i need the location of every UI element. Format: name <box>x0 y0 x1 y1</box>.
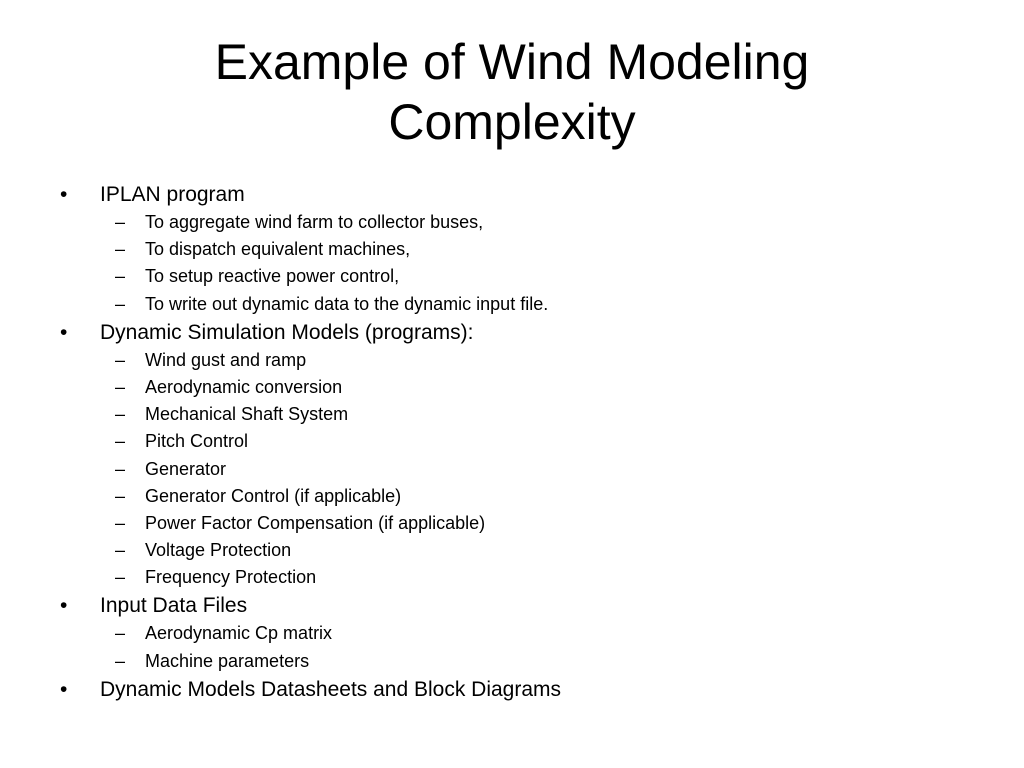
bullet-item <box>0 591 1000 620</box>
sub-bullet-text: Pitch Control <box>145 431 249 452</box>
sub-bullet-item <box>0 347 1000 374</box>
sub-bullet-marker: – <box>115 623 126 644</box>
sub-bullet-item <box>0 236 1000 263</box>
sub-bullet-marker: – <box>115 512 126 533</box>
sub-bullet-marker: – <box>115 431 126 452</box>
slide-title <box>112 32 912 152</box>
bullet-text: Input Data Files <box>100 594 248 618</box>
sub-bullet-text: Generator Control (if applicable) <box>145 485 402 506</box>
sub-bullet-text: Aerodynamic conversion <box>145 376 343 397</box>
sub-bullet-item <box>0 537 1000 564</box>
bullet-text: Dynamic Models Datasheets and Block Diagrams <box>100 677 562 701</box>
sub-bullet-text: Mechanical Shaft System <box>145 404 349 425</box>
sub-bullet-marker: – <box>115 650 126 671</box>
sub-bullet-text: Frequency Protection <box>145 567 317 588</box>
sub-bullet-item <box>0 564 1000 591</box>
sub-bullet-item <box>0 374 1000 401</box>
bullet-text: IPLAN program <box>100 183 245 206</box>
sub-bullet-text: Machine parameters <box>145 650 310 671</box>
sub-bullet-text: Generator <box>145 458 227 479</box>
bullet-marker: • <box>60 183 68 206</box>
bullet-marker: • <box>60 677 68 701</box>
sub-bullet-item <box>0 428 1000 455</box>
sub-bullet-marker: – <box>115 404 126 425</box>
sub-bullet-item <box>0 263 1000 290</box>
bullet-item <box>0 675 1000 704</box>
sub-bullet-item <box>0 620 1000 647</box>
sub-bullet-marker: – <box>115 485 126 506</box>
sub-bullet-text: To dispatch equivalent machines, <box>145 239 411 260</box>
sub-bullet-marker: – <box>115 293 126 314</box>
sub-bullet-text: Power Factor Compensation (if applicable) <box>145 512 486 533</box>
sub-bullet-marker: – <box>115 212 126 232</box>
sub-bullet-text: To write out dynamic data to the dynamic input file. <box>145 293 549 314</box>
sub-bullet-item <box>0 401 1000 428</box>
sub-bullet-text: Voltage Protection <box>145 540 292 561</box>
sub-bullet-text: To setup reactive power control, <box>145 266 400 287</box>
bullet-list <box>0 180 1000 704</box>
sub-bullet-marker: – <box>115 349 126 370</box>
bullet-item <box>0 180 1000 209</box>
bullet-marker: • <box>60 320 68 344</box>
sub-bullet-item <box>0 456 1000 483</box>
sub-bullet-item <box>0 483 1000 510</box>
slide-title-line-2: Complexity <box>388 94 636 150</box>
bullet-text: Dynamic Simulation Models (programs): <box>100 320 474 344</box>
bullet-marker: • <box>60 594 68 618</box>
sub-bullet-item <box>0 291 1000 318</box>
slide-title-line-1: Example of Wind Modeling <box>214 34 810 90</box>
sub-bullet-marker: – <box>115 567 126 588</box>
sub-bullet-item <box>0 648 1000 675</box>
sub-bullet-text: Aerodynamic Cp matrix <box>145 623 333 644</box>
sub-bullet-item <box>0 209 1000 236</box>
sub-bullet-text: To aggregate wind farm to collector buses, <box>145 212 484 232</box>
sub-bullet-marker: – <box>115 239 126 260</box>
sub-bullet-marker: – <box>115 266 126 287</box>
sub-bullet-item <box>0 510 1000 537</box>
sub-bullet-text: Wind gust and ramp <box>145 349 307 370</box>
sub-bullet-marker: – <box>115 458 126 479</box>
sub-bullet-marker: – <box>115 376 126 397</box>
bullet-item <box>0 318 1000 347</box>
sub-bullet-marker: – <box>115 540 126 561</box>
